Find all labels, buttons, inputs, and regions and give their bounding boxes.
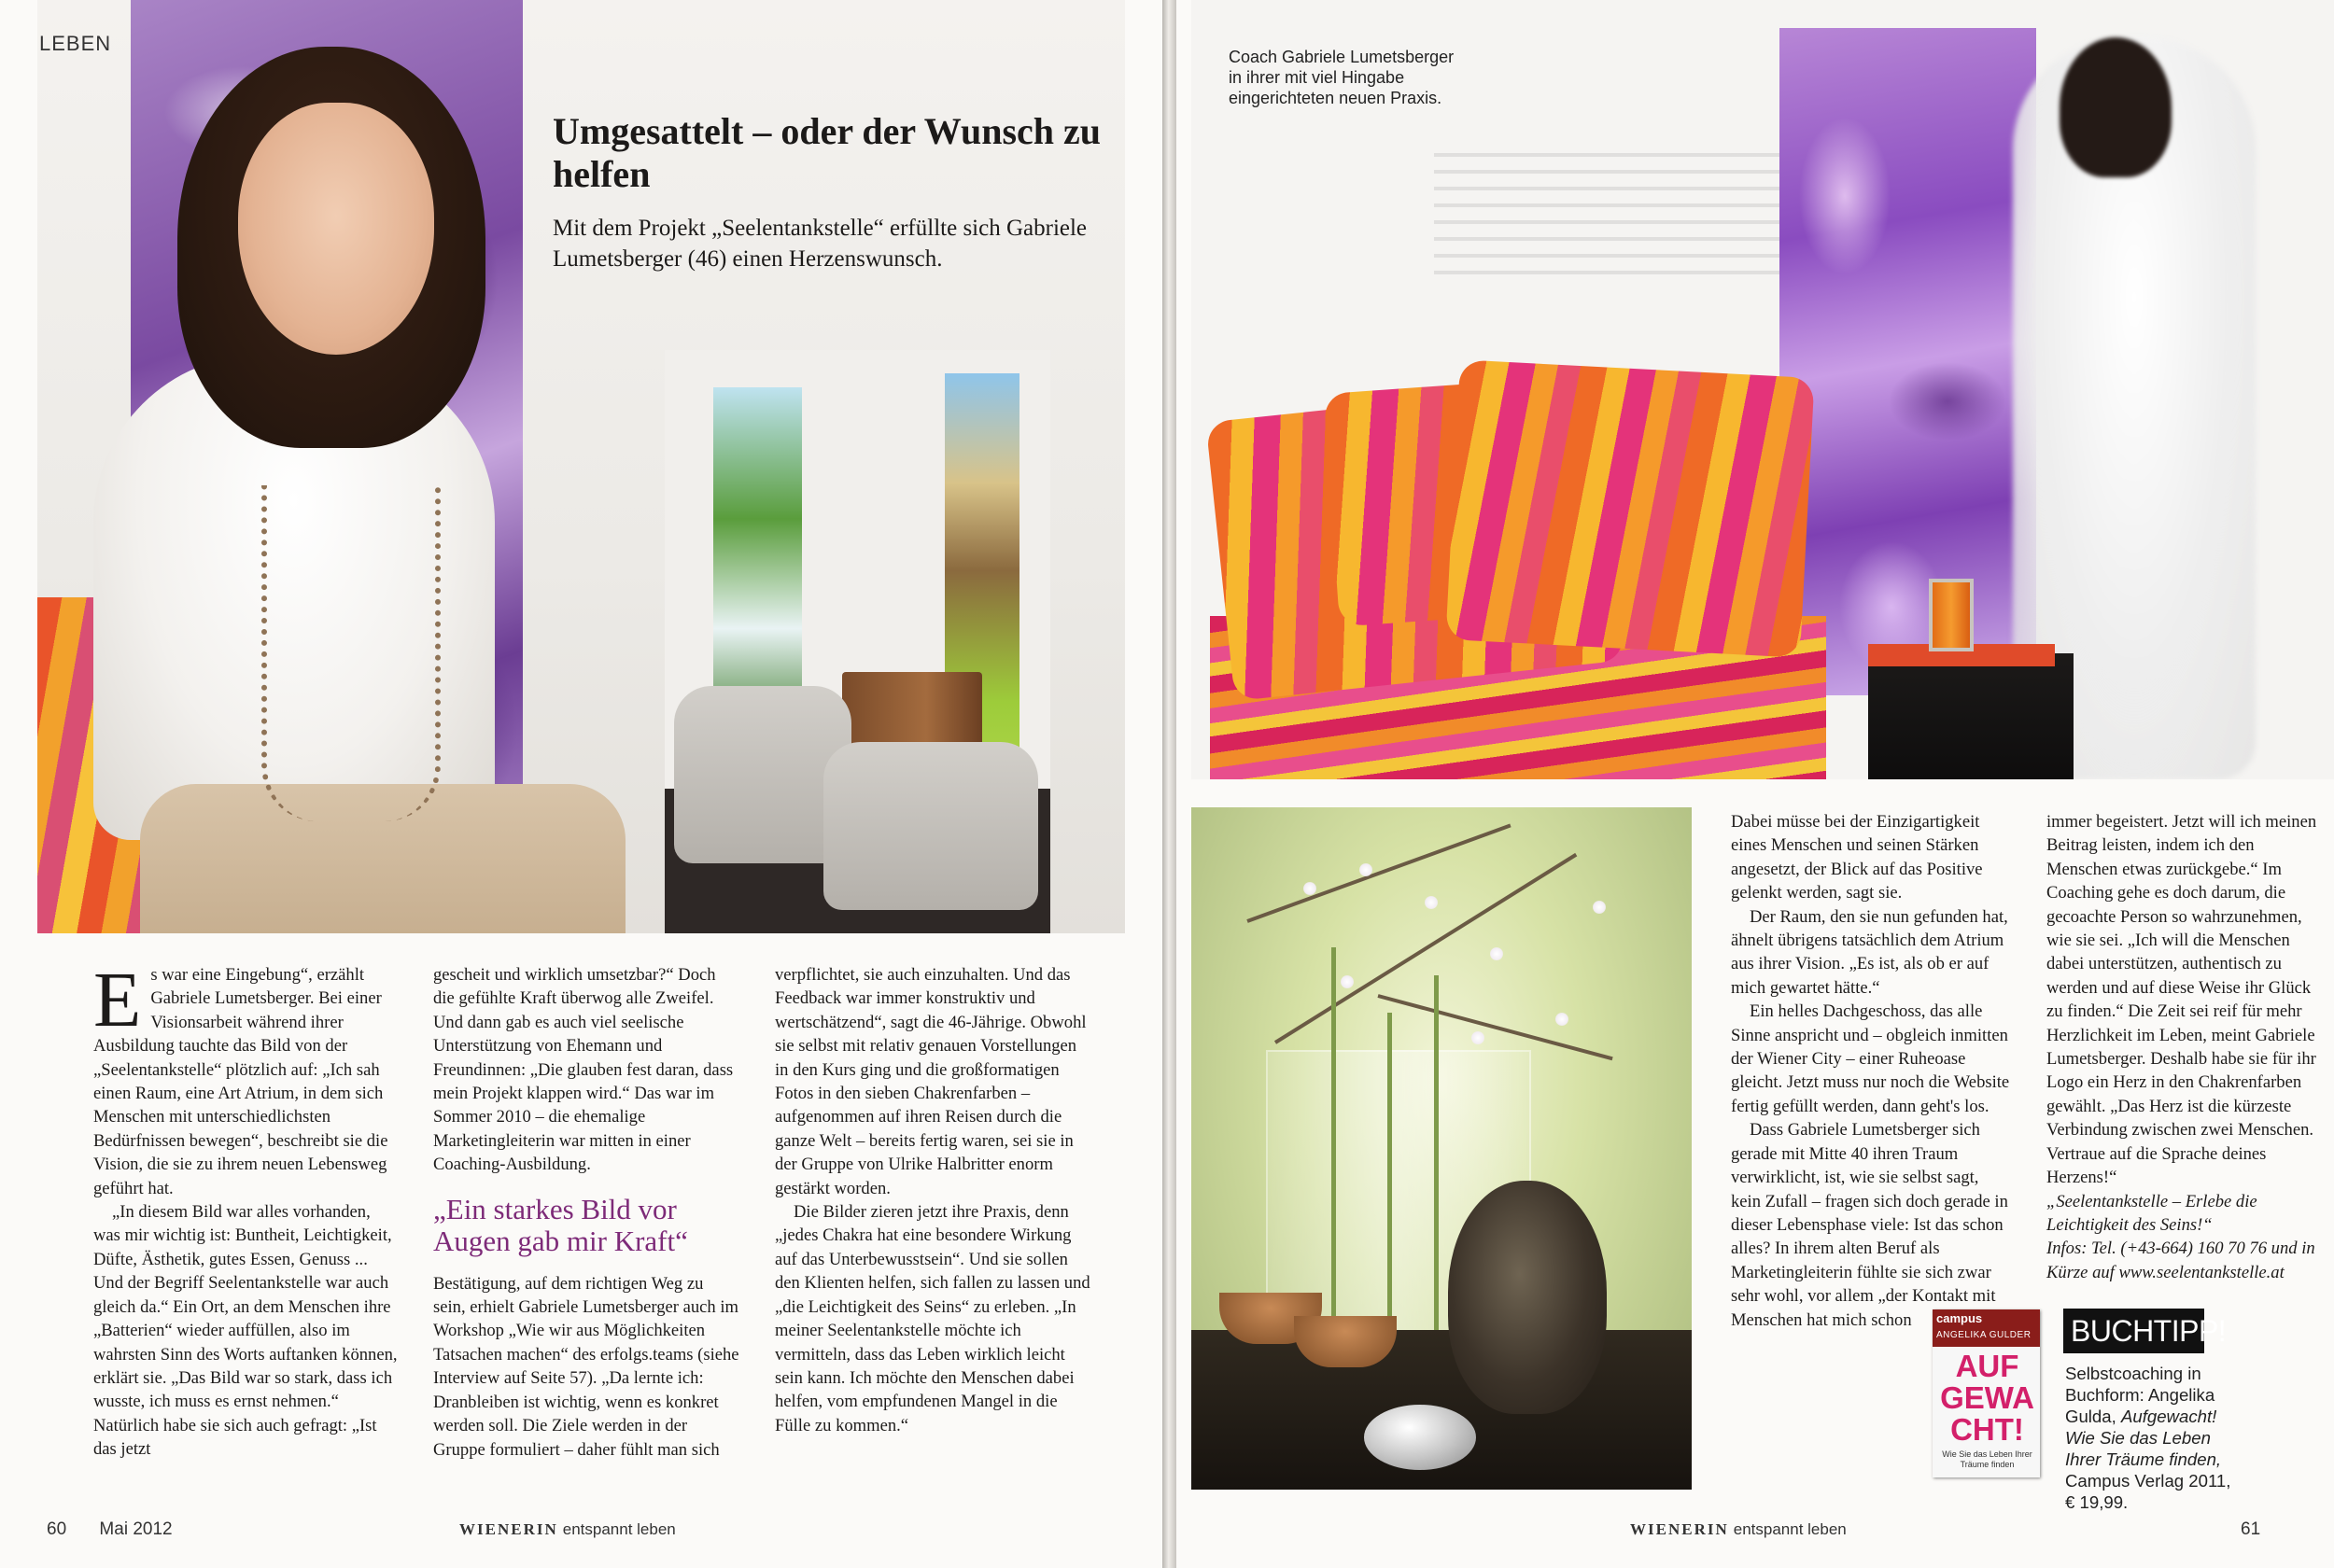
cover-subtitle: Wie Sie das Leben Ihrer Träume finden — [1942, 1449, 2032, 1469]
contact-info: Infos: Tel. (+43-664) 160 70 76 und in Kürze auf www.seelentankstelle.at — [2046, 1239, 2315, 1282]
brand-name: WIENERIN — [1630, 1520, 1729, 1538]
striped-pillow — [1445, 359, 1814, 657]
caption-line: eingerichteten neuen Praxis. — [1229, 89, 1442, 107]
necklace — [261, 485, 441, 821]
left-page — [0, 0, 1162, 1568]
cover-author: ANGELIKA GULDER — [1936, 1330, 2032, 1340]
brand-tagline: entspannt leben — [1733, 1520, 1847, 1538]
paragraph: s war eine Eingebung“, erzählt Gabriele Lumetsberger. Bei einer Visionsarbeit während ihrer Ausbildung tauchte das Bild von der „Seelentankstelle“ plötzlich auf: „Ich sah einen Raum, eine Art Atrium, in dem sich Menschen mit unterschiedlichsten Bedürfnissen bewegen“, beschreibt sie die Vision, die sie zu ihrem neuen Lebensweg geführt hat. — [93, 965, 388, 1198]
stem — [1434, 975, 1439, 1330]
candle — [1929, 579, 1974, 651]
right-page — [1176, 0, 2334, 1568]
paragraph: verpflichtet, sie auch einzuhalten. Und das Feedback war immer konstruktiv und wertschätzend“, sagt die 46-Jährige. Obwohl sie selbst mit relativ genauen Vorstellungen in den Kurs ging und die großformatigen Fotos in den sieben Chakrenfarben – aufgenommen auf ihren Reisen durch die ganze Welt – bereits fertig waren, sei sie in der Gruppe von Ulrike Halbritter enorm gestärkt worden. — [775, 965, 1087, 1198]
page-number: 60 — [47, 1519, 67, 1539]
stem — [1387, 1013, 1392, 1330]
book-cover — [1933, 1309, 2040, 1477]
pillow-photo — [1191, 0, 2334, 779]
caption-line: Coach Gabriele Lumetsberger — [1229, 48, 1455, 66]
paragraph: Dabei müsse bei der Einzigartigkeit eines Menschen und seinen Stärken angesetzt, der Blick auf das Positive gelenkt werden, sagt sie. — [1731, 812, 1983, 903]
page-gutter — [1162, 0, 1176, 1568]
text-column-3 — [775, 963, 1092, 1437]
text-column-4 — [1731, 810, 2011, 1332]
branch — [1246, 824, 1511, 923]
text-column-2 — [433, 963, 739, 1462]
blossom — [1359, 863, 1372, 876]
wooden-bowl — [1294, 1316, 1397, 1367]
page-footer — [47, 1519, 173, 1540]
paragraph: „In diesem Bild war alles vorhanden, was mir wichtig ist: Buntheit, Leichtigkeit, Düfte, Ästhetik, gutes Essen, Genuss ... Und der Begriff Seelentankstelle war auch gleich da.“ Ein Ort, an dem Menschen ihre „Batterien“ wieder auffüllen, also im wahrsten Sinn des Worts auftanken können, erklärt sie. „Das Bild war so stark, dass ich wusste, ich muss es ernst nehmen.“ Natürlich habe sie sich auch gefragt: „Ist das jetzt — [93, 1202, 398, 1460]
black-side-table — [1868, 653, 2074, 779]
lounge-photo — [665, 350, 1050, 933]
blossom — [1303, 882, 1316, 895]
paragraph: Dass Gabriele Lumetsberger sich gerade mit Mitte 40 ihren Traum verwirklicht, ist, wie sie selbst sagt, kein Zufall – fragen sich doch gerade in dieser Lebensphase viele: Ist das schon alles? In ihrem alten Beruf als Marketingleiterin fühlte sie sich zwar sehr wohl, vor allem „der Kontakt mit Menschen hat mich schon — [1731, 1120, 2008, 1330]
book-title: Aufgewacht! Wie Sie das Leben Ihrer Träume finden, — [2065, 1407, 2222, 1469]
book-intro: Selbstcoaching in Buchform: Angelika Gulda, — [2065, 1364, 2215, 1426]
cover-title: AUF GEWA CHT! — [1940, 1349, 2034, 1447]
article-headline: Umgesattelt – oder der Wunsch zu helfen — [553, 110, 1102, 195]
brand-name: WIENERIN — [459, 1520, 558, 1538]
blossom — [1490, 947, 1503, 960]
book-tip-text — [2065, 1363, 2233, 1513]
buddha-head — [1448, 1181, 1607, 1414]
stem — [1331, 947, 1336, 1321]
silver-heart — [1364, 1405, 1476, 1470]
book-tip-label: BUCHTIPP! — [2063, 1309, 2204, 1353]
branch — [1274, 853, 1577, 1044]
issue-date: Mai 2012 — [99, 1519, 173, 1539]
paragraph: Bestätigung, auf dem richtigen Weg zu sein, erhielt Gabriele Lumetsberger auch im Workshop „Wie wir aus Möglichkeiten Tatsachen machen“ des erfolgs.teams (siehe Interview auf Seite 57). „Da lernte ich: Dranbleiben ist wichtig, wenn es konkret werden soll. Die Ziele werden in der Gruppe formuliert – daher fühlt man sich — [433, 1273, 739, 1460]
paragraph: gescheit und wirklich umsetzbar?“ Doch die gefühlte Kraft überwog alle Zweifel. Und dann gab es auch viel seelische Unterstützung von Ehemann und Freundinnen: „Die glauben fest daran, dass mein Projekt klappen wird.“ Das war im Sommer 2010 – die ehemalige Marketingleiterin war mitten in einer Coaching-Ausbildung. — [433, 965, 734, 1175]
purple-artwork — [1779, 28, 2036, 695]
pull-quote: „Ein starkes Bild vor Augen gab mir Kraft“ — [433, 1192, 688, 1257]
text-column-5 — [2046, 810, 2317, 1284]
text-column-1 — [93, 957, 398, 1462]
article-deck: Mit dem Projekt „Seelentankstelle“ erfüllte sich Gabriele Lumetsberger (46) einen Herzenswunsch. — [553, 216, 1088, 272]
cover-publisher: campus — [1936, 1311, 1983, 1325]
blossom — [1425, 896, 1438, 909]
paragraph: Ein helles Dachgeschoss, das alle Sinne anspricht und – obgleich inmitten der Wiener City – einer Ruheoase gleicht. Jetzt muss nur noch die Website fertig gefüllt werden, dann geht's los. — [1731, 1001, 2010, 1116]
page-number: 61 — [2241, 1519, 2261, 1539]
drop-cap: E — [93, 957, 142, 1043]
caption-line: in ihrer mit viel Hingabe — [1229, 68, 1405, 87]
paragraph: Die Bilder zieren jetzt ihre Praxis, denn „jedes Chakra hat eine besondere Wirkung auf das Unterbewusstsein“. Und sie sollen den Klienten helfen, sich fallen zu lassen und „die Leichtigkeit des Seins“ zu erleben. „In meiner Seelentankstelle möchte ich vermitteln, dass das Leben wirklich leicht sein kann. Ich möchte den Menschen dabei helfen, vom empfundenen Mangel in die Fülle zu kommen.“ — [775, 1202, 1090, 1435]
buddha-photo — [1191, 807, 1692, 1490]
brand-tagline: entspannt leben — [562, 1520, 676, 1538]
face — [238, 103, 434, 355]
paragraph: immer begeistert. Jetzt will ich meinen Beitrag leisten, indem ich den Menschen etwas zurückgebe.“ Im Coaching gehe es doch darum, die gecoachte Person so wahrzunehmen, wie sie sei. „Ich will die Menschen dabei unterstützen, authentisch zu werden und auf diese Weise ihr Glück zu finden.“ Die Zeit sei reif für mehr Herzlichkeit im Leben, meint Gabriele Lumetsberger. Deshalb habe sie für ihr Logo ein Herz in den Chakrenfarben gewählt. „Das Herz ist die kürzeste Verbindung zwischen zwei Menschen. Vertraue auf die Sprache deines Herzens!“ — [2046, 812, 2317, 1188]
hair — [2060, 37, 2172, 177]
paragraph: Der Raum, den sie nun gefunden hat, ähnelt übrigens tatsächlich dem Atrium aus ihrer Vision. „Es ist, als ob er auf mich gewartet hätte.“ — [1731, 906, 2008, 998]
blossom — [1341, 975, 1354, 988]
photo-caption — [1229, 47, 1509, 108]
blossom — [1471, 1031, 1484, 1044]
slogan: „Seelentankstelle – Erlebe die Leichtigkeit des Seins!“ — [2046, 1191, 2257, 1235]
book-publisher: Campus Verlag 2011, € 19,99. — [2065, 1471, 2231, 1512]
magazine-brand — [459, 1519, 676, 1540]
section-label: LEBEN — [39, 32, 112, 55]
armchair — [823, 742, 1038, 910]
blossom — [1555, 1013, 1568, 1026]
blossom — [1593, 901, 1606, 914]
magazine-brand — [1630, 1519, 1847, 1540]
